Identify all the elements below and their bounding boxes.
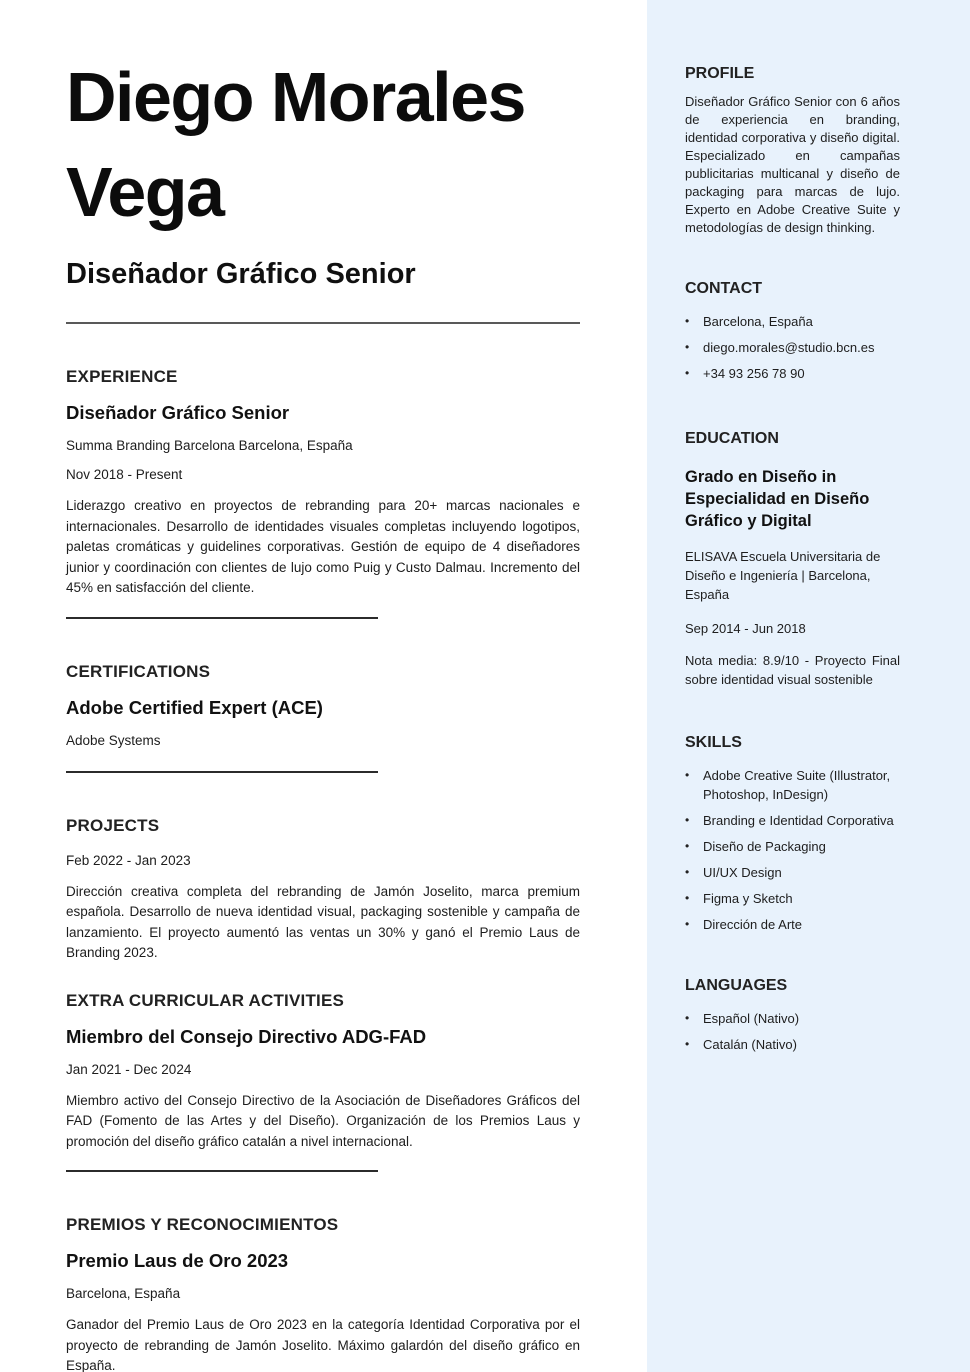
contact-phone: +34 93 256 78 90 bbox=[703, 366, 805, 381]
experience-dates: Nov 2018 - Present bbox=[66, 467, 183, 482]
contact-location: Barcelona, España bbox=[703, 314, 813, 329]
education-degree: Grado en Diseño in Especialidad en Diseño Gráfico y Digital bbox=[685, 468, 870, 530]
experience-heading: EXPERIENCE bbox=[66, 367, 178, 386]
bullet-icon: • bbox=[685, 1011, 690, 1025]
main-column bbox=[66, 0, 580, 1372]
skill-item bbox=[685, 889, 900, 908]
extra-curricular-heading: EXTRA CURRICULAR ACTIVITIES bbox=[66, 990, 345, 1010]
language-item bbox=[685, 1035, 900, 1054]
sidebar bbox=[647, 0, 970, 1372]
extra-curricular-title: Miembro del Consejo Directivo ADG-FAD bbox=[66, 1025, 427, 1047]
certifications-heading: CERTIFICATIONS bbox=[66, 661, 211, 681]
education-school: ELISAVA Escuela Universitaria de Diseño e Ingeniería | Barcelona, España bbox=[685, 549, 881, 602]
languages-heading: LANGUAGES bbox=[685, 977, 788, 994]
skill-item bbox=[685, 863, 900, 882]
bullet-icon: • bbox=[685, 314, 690, 328]
skill-label: Dirección de Arte bbox=[703, 917, 802, 932]
contact-email: diego.morales@studio.bcn.es bbox=[703, 340, 875, 355]
bullet-icon: • bbox=[685, 340, 690, 354]
section-divider bbox=[66, 617, 378, 619]
certification-issuer: Adobe Systems bbox=[66, 732, 161, 748]
bullet-icon: • bbox=[685, 366, 690, 380]
experience-job-title: Diseñador Gráfico Senior bbox=[66, 402, 290, 423]
skill-label: UI/UX Design bbox=[703, 865, 782, 880]
extra-curricular-dates: Jan 2021 - Dec 2024 bbox=[66, 1061, 192, 1077]
resume-job-title: Diseñador Gráfico Senior bbox=[66, 258, 416, 290]
skills-list bbox=[685, 766, 900, 934]
bullet-icon: • bbox=[685, 813, 690, 827]
skills-heading: SKILLS bbox=[685, 734, 742, 751]
contact-item-email bbox=[685, 338, 900, 357]
skill-item bbox=[685, 837, 900, 856]
contact-item-phone bbox=[685, 364, 900, 383]
skill-item bbox=[685, 811, 900, 830]
award-location: Barcelona, España bbox=[66, 1286, 181, 1301]
section-experience bbox=[66, 366, 580, 619]
project-description: Dirección creativa completa del rebranding de Jamón Joselito, marca premium española. Desarrollo de nueva identidad visual, packaging sostenible y campaña de lanzamiento. El proyecto aumentó las ventas un 30% y ganó el Premio Laus de Branding 2023. bbox=[66, 883, 580, 960]
certification-title: Adobe Certified Expert (ACE) bbox=[66, 696, 323, 718]
resume-name: Diego Morales Vega bbox=[66, 58, 525, 231]
skill-item bbox=[685, 915, 900, 934]
language-label: Catalán (Nativo) bbox=[703, 1037, 797, 1052]
section-extra-curricular bbox=[66, 990, 580, 1173]
skill-label: Branding e Identidad Corporativa bbox=[703, 813, 894, 828]
contact-item-location bbox=[685, 312, 900, 331]
contact-heading: CONTACT bbox=[685, 280, 763, 297]
profile-heading: PROFILE bbox=[685, 65, 755, 82]
language-label: Español (Nativo) bbox=[703, 1011, 800, 1026]
awards-heading: PREMIOS Y RECONOCIMIENTOS bbox=[66, 1215, 339, 1234]
education-heading: EDUCATION bbox=[685, 430, 779, 447]
contact-list bbox=[685, 312, 900, 383]
education-note: Nota media: 8.9/10 - Proyecto Final sobre identidad visual sostenible bbox=[685, 653, 900, 687]
experience-company: Summa Branding Barcelona Barcelona, España bbox=[66, 438, 353, 453]
skill-label: Figma y Sketch bbox=[703, 891, 793, 906]
bullet-icon: • bbox=[685, 768, 690, 782]
skill-label: Diseño de Packaging bbox=[703, 839, 826, 854]
skill-item bbox=[685, 766, 900, 804]
extra-curricular-description: Miembro activo del Consejo Directivo de la Asociación de Diseñadores Gráficos del FAD (Fomento de las Artes y del Diseño). Organización de los Premios Laus y promoción del diseño gráfico catalán a nivel internacional. bbox=[66, 1092, 580, 1149]
header-divider bbox=[66, 322, 580, 324]
project-dates: Feb 2022 - Jan 2023 bbox=[66, 852, 191, 868]
section-projects bbox=[66, 815, 580, 964]
profile-text: Diseñador Gráfico Senior con 6 años de experiencia en branding, identidad corporativa y diseño digital. Especializado en campañas publicitarias multicanal y diseño de packaging para marcas de lujo. Experto en Adobe Creative Suite y metodologías de design thinking. bbox=[685, 94, 900, 235]
bullet-icon: • bbox=[685, 865, 690, 879]
bullet-icon: • bbox=[685, 891, 690, 905]
language-item bbox=[685, 1009, 900, 1028]
skill-label: Adobe Creative Suite (Illustrator, Photoshop, InDesign) bbox=[703, 768, 891, 802]
section-awards bbox=[66, 1214, 580, 1372]
bullet-icon: • bbox=[685, 839, 690, 853]
award-description: Ganador del Premio Laus de Oro 2023 en la categoría Identidad Corporativa por el proyecto de rebranding de Jamón Joselito. Máximo galardón del diseño gráfico en España. bbox=[66, 1317, 580, 1372]
section-divider bbox=[66, 1170, 378, 1172]
education-dates: Sep 2014 - Jun 2018 bbox=[685, 621, 806, 636]
experience-description: Liderazgo creativo en proyectos de rebranding para 20+ marcas nacionales e internacionales. Desarrollo de identidades visuales completas incluyendo logotipos, paletas cromáticas y guidelines corporativas. Gestión de equipo de 4 diseñadores junior y coordinación con clientes de lujo como Puig y Custo Dalmau. Incremento del 45% en satisfacción del cliente. bbox=[66, 498, 580, 595]
bullet-icon: • bbox=[685, 1037, 690, 1051]
section-certifications bbox=[66, 661, 580, 773]
languages-list bbox=[685, 1009, 900, 1054]
award-title: Premio Laus de Oro 2023 bbox=[66, 1250, 289, 1271]
section-divider bbox=[66, 771, 378, 773]
bullet-icon: • bbox=[685, 917, 690, 931]
projects-heading: PROJECTS bbox=[66, 815, 160, 835]
